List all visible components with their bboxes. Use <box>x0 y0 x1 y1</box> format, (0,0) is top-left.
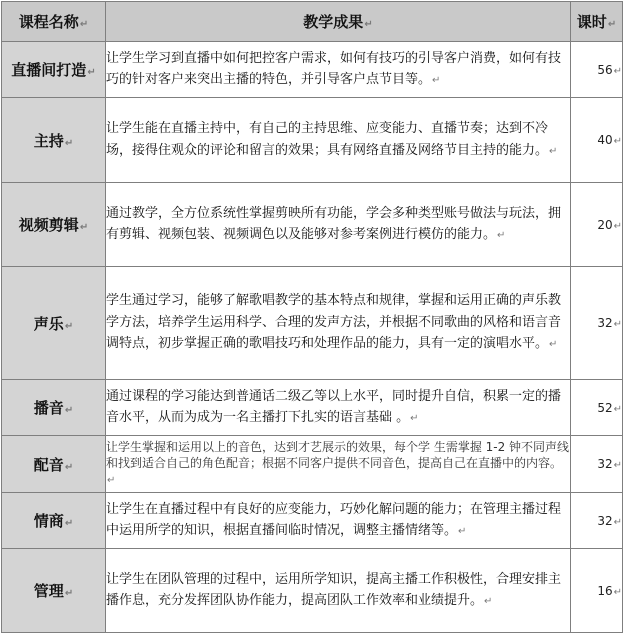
course-result: 通过课程的学习能达到普通话二级乙等以上水平，同时提升自信，积累一定的播音水平，从而为成为一名主播打下扎实的语言基础 。↵ <box>106 380 571 436</box>
course-result: 通过教学，全方位系统性掌握剪映所有功能，学会多种类型账号做法与玩法，拥有剪辑、视频包装、视频调色以及能够对参考案例进行模仿的能力。↵ <box>106 183 571 267</box>
course-hours: 20↵ <box>571 183 623 267</box>
course-result: 让学生在团队管理的过程中，运用所学知识，提高主播工作积极性，合理安排主播作息，充分发挥团队协作能力，提高团队工作效率和业绩提升。↵ <box>106 549 571 633</box>
course-hours: 32↵ <box>571 493 623 549</box>
course-name: 情商↵ <box>2 493 106 549</box>
course-result: 学生通过学习，能够了解歌唱教学的基本特点和规律，掌握和运用正确的声乐教学方法，培养学生运用科学、合理的发声方法，并根据不同歌曲的风格和语言音调特点，初步掌握正确的歌唱技巧和处理作品的能力，具有一定的演唱水平。↵ <box>106 267 571 380</box>
table-row <box>2 380 623 436</box>
course-name: 配音↵ <box>2 436 106 493</box>
course-hours: 16↵ <box>571 549 623 633</box>
course-name: 直播间打造↵ <box>2 42 106 98</box>
table-row <box>2 98 623 183</box>
course-result: 让学生在直播过程中有良好的应变能力，巧妙化解问题的能力；在管理主播过程中运用所学的知识，根据直播间临时情况，调整主播情绪等。↵ <box>106 493 571 549</box>
table-row <box>2 436 623 493</box>
course-table <box>1 1 623 633</box>
course-hours: 32↵ <box>571 436 623 493</box>
table-row <box>2 493 623 549</box>
course-result: 让学生能在直播主持中，有自己的主持思维、应变能力、直播节奏；达到不冷场，接得住观众的评论和留言的效果；具有网络直播及网络节目主持的能力。↵ <box>106 98 571 183</box>
course-name: 管理↵ <box>2 549 106 633</box>
table-row <box>2 183 623 267</box>
table-row <box>2 549 623 633</box>
course-result: 让学生掌握和运用以上的音色，达到才艺展示的效果，每个学 生需掌握 1-2 钟不同声线和找到适合自己的角色配音；根据不同客户提供不同音色，提高自己在直播中的内容。↵ <box>106 436 571 493</box>
course-hours: 52↵ <box>571 380 623 436</box>
header-row <box>2 2 623 42</box>
table-row <box>2 42 623 98</box>
header-course: 课程名称↵ <box>2 2 106 42</box>
course-name: 主持↵ <box>2 98 106 183</box>
course-result: 让学生学习到直播中如何把控客户需求，如何有技巧的引导客户消费，如何有技巧的针对客户来突出主播的特色，并引导客户点节目等。↵ <box>106 42 571 98</box>
course-hours: 56↵ <box>571 42 623 98</box>
course-name: 播音↵ <box>2 380 106 436</box>
course-hours: 40↵ <box>571 98 623 183</box>
course-name: 视频剪辑↵ <box>2 183 106 267</box>
header-result: 教学成果↵ <box>106 2 571 42</box>
header-hours: 课时↵ <box>571 2 623 42</box>
table-row <box>2 267 623 380</box>
course-name: 声乐↵ <box>2 267 106 380</box>
course-hours: 32↵ <box>571 267 623 380</box>
